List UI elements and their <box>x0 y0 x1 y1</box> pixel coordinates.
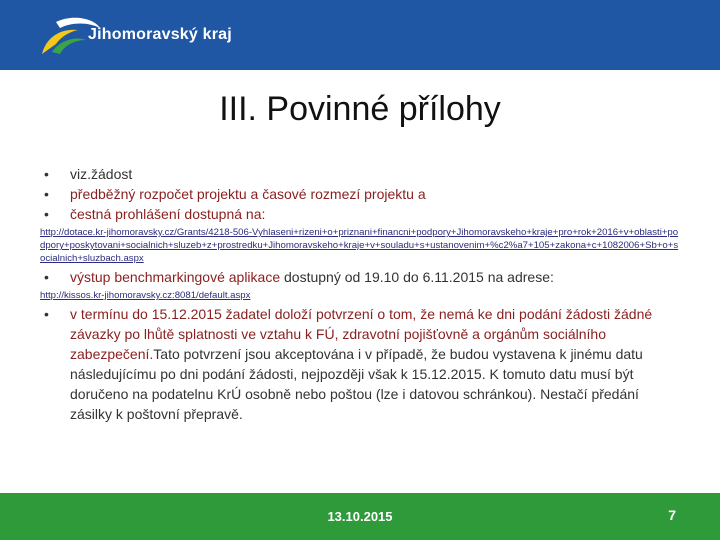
header-bar <box>0 0 720 70</box>
footer-bar <box>0 493 720 540</box>
slide-title: III. Povinné přílohy <box>219 90 501 128</box>
bullet-icon: • <box>44 269 49 285</box>
slide-content <box>40 164 680 424</box>
page-number: 7 <box>668 507 676 523</box>
kissos-link[interactable]: http://kissos.kr-jihomoravsky.cz:8081/default.aspx <box>40 290 251 301</box>
grants-link[interactable]: http://dotace.kr-jihomoravsky.cz/Grants/4218-506-Vyhlaseni+rizeni+o+priznani+financni+podpory+Jihomoravskeho+kraje+pro+rok+2016+v+oblasti+podpory+poskytovani+socialnich+sluzeb+z+prostredku+Jihomoravskeho+kraje+v+souladu+s+ustanovenim+%c2%a7+105+zakona+c+1082006+Sb+o+socialnich+sluzbach.aspx <box>40 227 679 264</box>
list-item: • v termínu do 15.12.2015 žadatel doloží potvrzení o tom, že nemá ke dni podání žádosti žádné závazky po lhůtě splatnosti ve vztahu k FÚ, zdravotní pojišťovně a orgánům sociálního zabezpečení.Tato potvrzení jsou akceptována i v případě, že budou vystavena k jinému datu následujícímu po dni podání žádosti, nejpozději však k 15.12.2015. K tomuto datu musí být doručeno na podatelnu KrÚ osobně nebo poštou (lze i datovou schránkou). Nestačí předání zásilky k poštovní přepravě. <box>44 306 653 422</box>
list-item: • výstup benchmarkingové aplikace dostupný od 19.10 do 6.11.2015 na adrese: <box>44 269 554 285</box>
bullet-icon: • <box>44 186 49 202</box>
bullet-icon: • <box>44 306 49 322</box>
logo-text: Jihomoravský kraj <box>88 26 232 43</box>
list-item: • čestná prohlášení dostupná na: <box>44 206 266 222</box>
bullet-icon: • <box>44 166 49 182</box>
list-item: • viz.žádost <box>44 166 133 182</box>
footer-date: 13.10.2015 <box>327 509 393 524</box>
list-item: • předběžný rozpočet projektu a časové rozmezí projektu a <box>44 186 426 202</box>
bullet-icon: • <box>44 206 49 222</box>
